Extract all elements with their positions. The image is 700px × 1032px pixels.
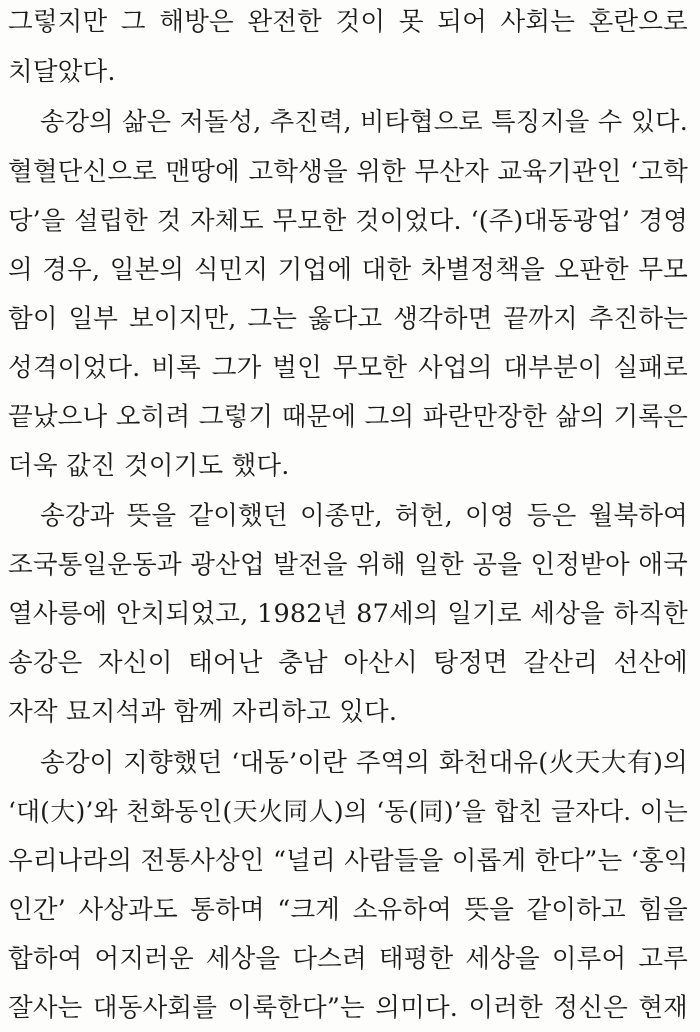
text-line: 그렇지만 그 해방은 완전한 것이 못 되어 사회는 혼란으로 xyxy=(8,7,688,37)
text-line: 송강과 뜻을 같이했던 이종만, 허헌, 이영 등은 월북하여 xyxy=(40,501,688,531)
text-line: 인간’ 사상과도 통하며 “크게 소유하여 뜻을 같이하고 힘을 xyxy=(8,895,688,925)
text-line: 자작 묘지석과 함께 자리하고 있다. xyxy=(8,697,398,727)
text-line: 당’을 설립한 것 자체도 무모한 것이었다. ‘(주)대동광업’ 경영 xyxy=(8,206,688,235)
text-line: 의 경우, 일본의 식민지 기업에 대한 차별정책을 오판한 무모 xyxy=(8,255,688,285)
text-line: 우리나라의 전통사상인 “널리 사람들을 이롭게 한다”는 ‘홍익 xyxy=(8,846,689,876)
text-line: 끝났으나 오히려 그렇기 때문에 그의 파란만장한 삶의 기록은 xyxy=(8,402,688,432)
text-line: 송강의 삶은 저돌성, 추진력, 비타협으로 특징지을 수 있다. xyxy=(40,107,688,136)
text-line: ‘대(大)’와 천화동인(天火同人)의 ‘동(同)’을 합친 글자다. 이는 xyxy=(8,797,688,826)
text-line: 성격이었다. 비록 그가 벌인 무모한 사업의 대부분이 실패로 xyxy=(8,353,688,383)
text-line: 열사릉에 안치되었고, 1982년 87세의 일기로 세상을 하직한 xyxy=(8,599,688,629)
text-line: 더욱 값진 것이기도 했다. xyxy=(8,451,290,481)
text-line: 혈혈단신으로 맨땅에 고학생을 위한 무산자 교육기관인 ‘고학 xyxy=(8,157,688,187)
text-line: 함이 일부 보이지만, 그는 옳다고 생각하면 끝까지 추진하는 xyxy=(8,304,688,334)
text-line: 합하여 어지러운 세상을 다스려 태평한 세상을 이루어 고루 xyxy=(8,944,688,974)
text-line: 송강은 자신이 태어난 충남 아산시 탕정면 갈산리 선산에 xyxy=(8,648,688,678)
text-line: 잘사는 대동사회를 이룩한다”는 의미다. 이러한 정신은 현재 xyxy=(8,993,688,1023)
text-line: 치달았다. xyxy=(8,57,116,87)
text-line: 송강이 지향했던 ‘대동’이란 주역의 화천대유(火天大有)의 xyxy=(40,748,688,778)
text-line: 조국통일운동과 광산업 발전을 위해 일한 공을 인정받아 애국 xyxy=(8,550,688,580)
